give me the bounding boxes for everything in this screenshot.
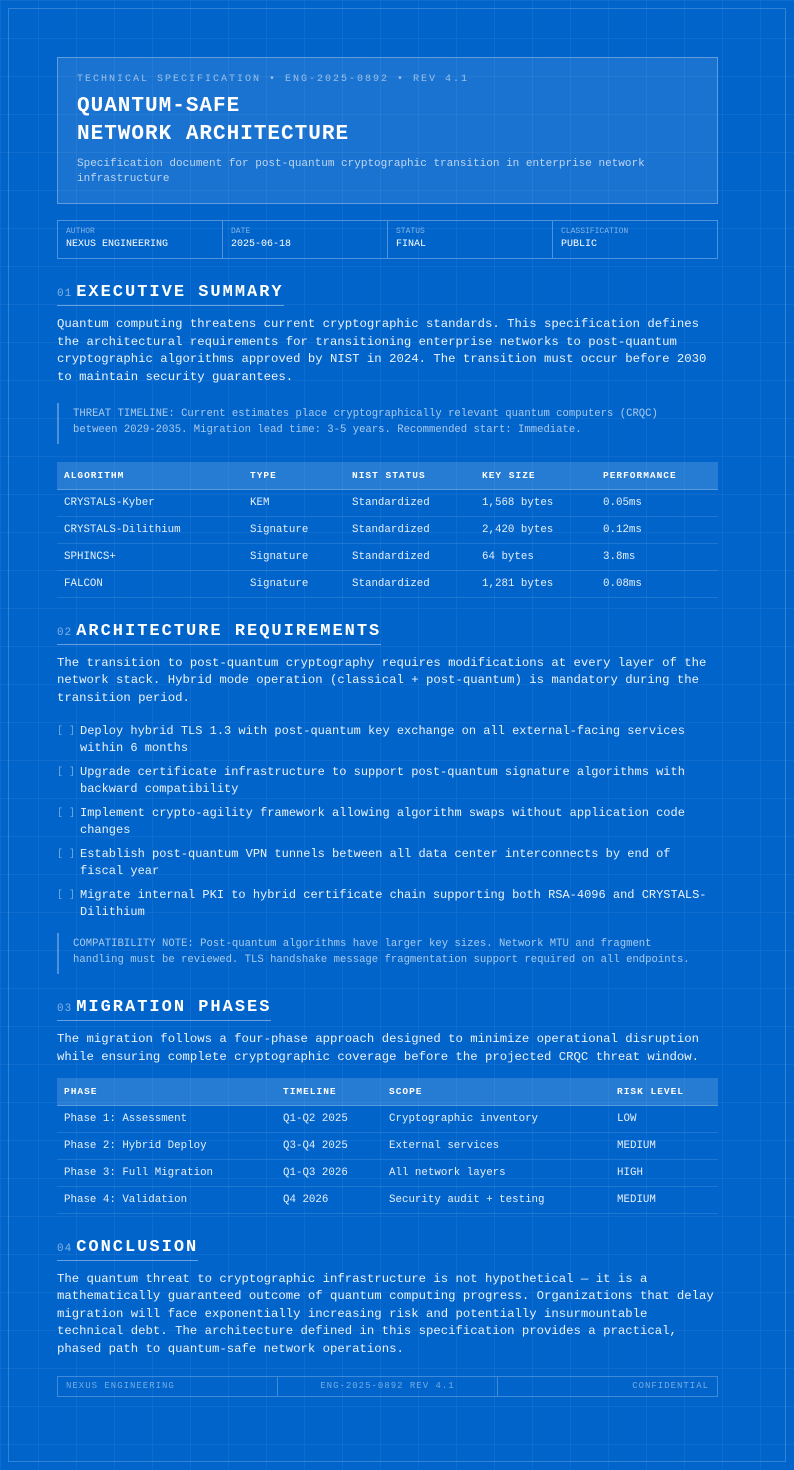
requirement-item <box>57 887 718 921</box>
threat-timeline-note: THREAT TIMELINE: Current estimates place cryptographically relevant quantum computers (CRQC) between 2029-2035. Migration lead time: 3-5 years. Recommended start: Immediate. <box>57 403 718 444</box>
section-executive-summary <box>57 259 718 598</box>
table-cell: Phase 1: Assessment <box>57 1105 276 1132</box>
compatibility-note: COMPATIBILITY NOTE: Post-quantum algorithms have larger key sizes. Network MTU and fragment handling must be reviewed. TLS handshake message fragmentation support required on all endpoints. <box>57 933 718 974</box>
requirement-item <box>57 846 718 880</box>
section-migration-phases <box>57 974 718 1214</box>
migration-phases-table <box>57 1078 718 1214</box>
table-row <box>57 1132 718 1159</box>
section-number: 04 <box>57 1242 73 1255</box>
table-cell: CRYSTALS-Dilithium <box>57 516 243 543</box>
table-cell: KEM <box>243 489 345 516</box>
table-row <box>57 1186 718 1213</box>
footer-document-id: ENG-2025-0892 REV 4.1 <box>278 1377 498 1396</box>
document-metadata <box>57 220 718 259</box>
section-number: 02 <box>57 626 73 639</box>
checkbox-icon[interactable]: [ ] <box>57 767 76 778</box>
section-conclusion <box>57 1214 718 1359</box>
document-title-line-2: NETWORK ARCHITECTURE <box>77 123 350 146</box>
table-row <box>57 489 718 516</box>
column-header: ALGORITHM <box>57 462 243 489</box>
table-cell: Phase 4: Validation <box>57 1186 276 1213</box>
footer-author: NEXUS ENGINEERING <box>58 1377 278 1396</box>
table-cell: Standardized <box>345 489 475 516</box>
table-cell: Q1-Q3 2026 <box>276 1159 382 1186</box>
table-cell: External services <box>382 1132 610 1159</box>
meta-label: STATUS <box>396 227 425 236</box>
table-cell: Signature <box>243 543 345 570</box>
column-header: PHASE <box>57 1078 276 1105</box>
section-body: The transition to post-quantum cryptography requires modifications at every layer of the network stack. Hybrid mode operation (classical + post-quantum) is mandatory during the transition period. <box>57 655 707 705</box>
requirement-item <box>57 723 718 757</box>
document-meta-line: TECHNICAL SPECIFICATION • ENG-2025-0892 • REV 4.1 <box>77 74 470 85</box>
risk-level: MEDIUM <box>610 1186 718 1213</box>
table-cell: Phase 2: Hybrid Deploy <box>57 1132 276 1159</box>
column-header: NIST STATUS <box>345 462 475 489</box>
meta-value: PUBLIC <box>561 239 598 250</box>
checkbox-icon[interactable]: [ ] <box>57 849 76 860</box>
checkbox-icon[interactable]: [ ] <box>57 890 76 901</box>
section-title: CONCLUSION <box>76 1237 199 1257</box>
section-heading <box>57 997 271 1021</box>
meta-classification <box>553 221 717 258</box>
meta-value: FINAL <box>396 239 427 250</box>
table-cell: Phase 3: Full Migration <box>57 1159 276 1186</box>
table-cell: Q1-Q2 2025 <box>276 1105 382 1132</box>
column-header: TIMELINE <box>276 1078 382 1105</box>
document-page <box>57 57 718 1397</box>
risk-level: MEDIUM <box>610 1132 718 1159</box>
table-cell: CRYSTALS-Kyber <box>57 489 243 516</box>
document-subtitle: Specification document for post-quantum cryptographic transition in enterprise network infrastructure <box>77 158 645 185</box>
meta-label: DATE <box>231 227 251 236</box>
table-cell: 3.8ms <box>596 543 718 570</box>
table-cell: 64 bytes <box>475 543 596 570</box>
table-row <box>57 543 718 570</box>
document-title <box>77 93 698 149</box>
section-body: The migration follows a four-phase approach designed to minimize operational disruption while ensuring complete cryptographic coverage before the projected CRQC threat window. <box>57 1032 700 1064</box>
requirement-item <box>57 805 718 839</box>
section-heading <box>57 1237 198 1261</box>
risk-level: LOW <box>610 1105 718 1132</box>
table-cell: 0.05ms <box>596 489 718 516</box>
section-body: The quantum threat to cryptographic infrastructure is not hypothetical — it is a mathematically guaranteed outcome of quantum computing progress. Organizations that delay migration will face exponentially increasing risk and potentially insurmountable technical debt. The architecture defined in this specification provides a practical, phased path to quantum-safe network operations. <box>57 1271 714 1356</box>
table-cell: 2,420 bytes <box>475 516 596 543</box>
table-cell: 0.12ms <box>596 516 718 543</box>
document-header <box>57 57 718 204</box>
meta-value: 2025-06-18 <box>231 239 292 250</box>
table-row <box>57 1105 718 1132</box>
section-architecture-requirements <box>57 598 718 975</box>
table-cell: Standardized <box>345 543 475 570</box>
risk-level: HIGH <box>610 1159 718 1186</box>
table-header-row <box>57 1078 718 1105</box>
table-cell: SPHINCS+ <box>57 543 243 570</box>
table-cell: 0.08ms <box>596 570 718 597</box>
table-header-row <box>57 462 718 489</box>
table-row <box>57 516 718 543</box>
meta-date <box>223 221 388 258</box>
column-header: RISK LEVEL <box>610 1078 718 1105</box>
requirement-text: Establish post-quantum VPN tunnels between all data center interconnects by end of fiscal year <box>80 847 671 878</box>
table-cell: Standardized <box>345 570 475 597</box>
section-body: Quantum computing threatens current cryptographic standards. This specification defines the architectural requirements for transitioning enterprise networks to post-quantum cryptographic algorithms approved by NIST in 2024. The transition must occur before 2030 to maintain security guarantees. <box>57 317 707 384</box>
checkbox-icon[interactable]: [ ] <box>57 808 76 819</box>
column-header: PERFORMANCE <box>596 462 718 489</box>
requirement-text: Deploy hybrid TLS 1.3 with post-quantum key exchange on all external-facing services within 6 months <box>80 724 685 755</box>
section-title: MIGRATION PHASES <box>76 998 272 1017</box>
requirement-text: Migrate internal PKI to hybrid certificate chain supporting both RSA-4096 and CRYSTALS-Dilithium <box>80 888 707 919</box>
table-cell: Standardized <box>345 516 475 543</box>
table-cell: Q3-Q4 2025 <box>276 1132 382 1159</box>
section-title: EXECUTIVE SUMMARY <box>76 283 284 302</box>
column-header: KEY SIZE <box>475 462 596 489</box>
column-header: TYPE <box>243 462 345 489</box>
document-footer <box>57 1376 718 1397</box>
table-cell: Signature <box>243 516 345 543</box>
algorithm-table <box>57 462 718 598</box>
checkbox-icon[interactable]: [ ] <box>57 726 76 737</box>
table-row <box>57 570 718 597</box>
section-title: ARCHITECTURE REQUIREMENTS <box>76 621 382 641</box>
meta-label: AUTHOR <box>66 227 95 236</box>
meta-value: NEXUS ENGINEERING <box>66 239 169 250</box>
column-header: SCOPE <box>382 1078 610 1105</box>
table-cell: 1,568 bytes <box>475 489 596 516</box>
table-cell: Q4 2026 <box>276 1186 382 1213</box>
requirement-text: Upgrade certificate infrastructure to support post-quantum signature algorithms with backward compatibility <box>80 765 685 796</box>
table-cell: 1,281 bytes <box>475 570 596 597</box>
table-cell: FALCON <box>57 570 243 597</box>
document-title-line-1: QUANTUM-SAFE <box>77 95 241 118</box>
meta-author <box>58 221 223 258</box>
table-cell: Cryptographic inventory <box>382 1105 610 1132</box>
table-cell: Signature <box>243 570 345 597</box>
meta-label: CLASSIFICATION <box>561 227 629 236</box>
section-heading <box>57 282 284 306</box>
requirements-checklist <box>57 723 718 921</box>
section-heading <box>57 621 381 645</box>
table-cell: All network layers <box>382 1159 610 1186</box>
section-number: 03 <box>57 1003 73 1015</box>
meta-status <box>388 221 553 258</box>
requirement-text: Implement crypto-agility framework allowing algorithm swaps without application code changes <box>80 806 685 837</box>
section-number: 01 <box>57 288 73 300</box>
table-row <box>57 1159 718 1186</box>
footer-classification: CONFIDENTIAL <box>632 1381 709 1391</box>
table-cell: Security audit + testing <box>382 1186 610 1213</box>
requirement-item <box>57 764 718 798</box>
